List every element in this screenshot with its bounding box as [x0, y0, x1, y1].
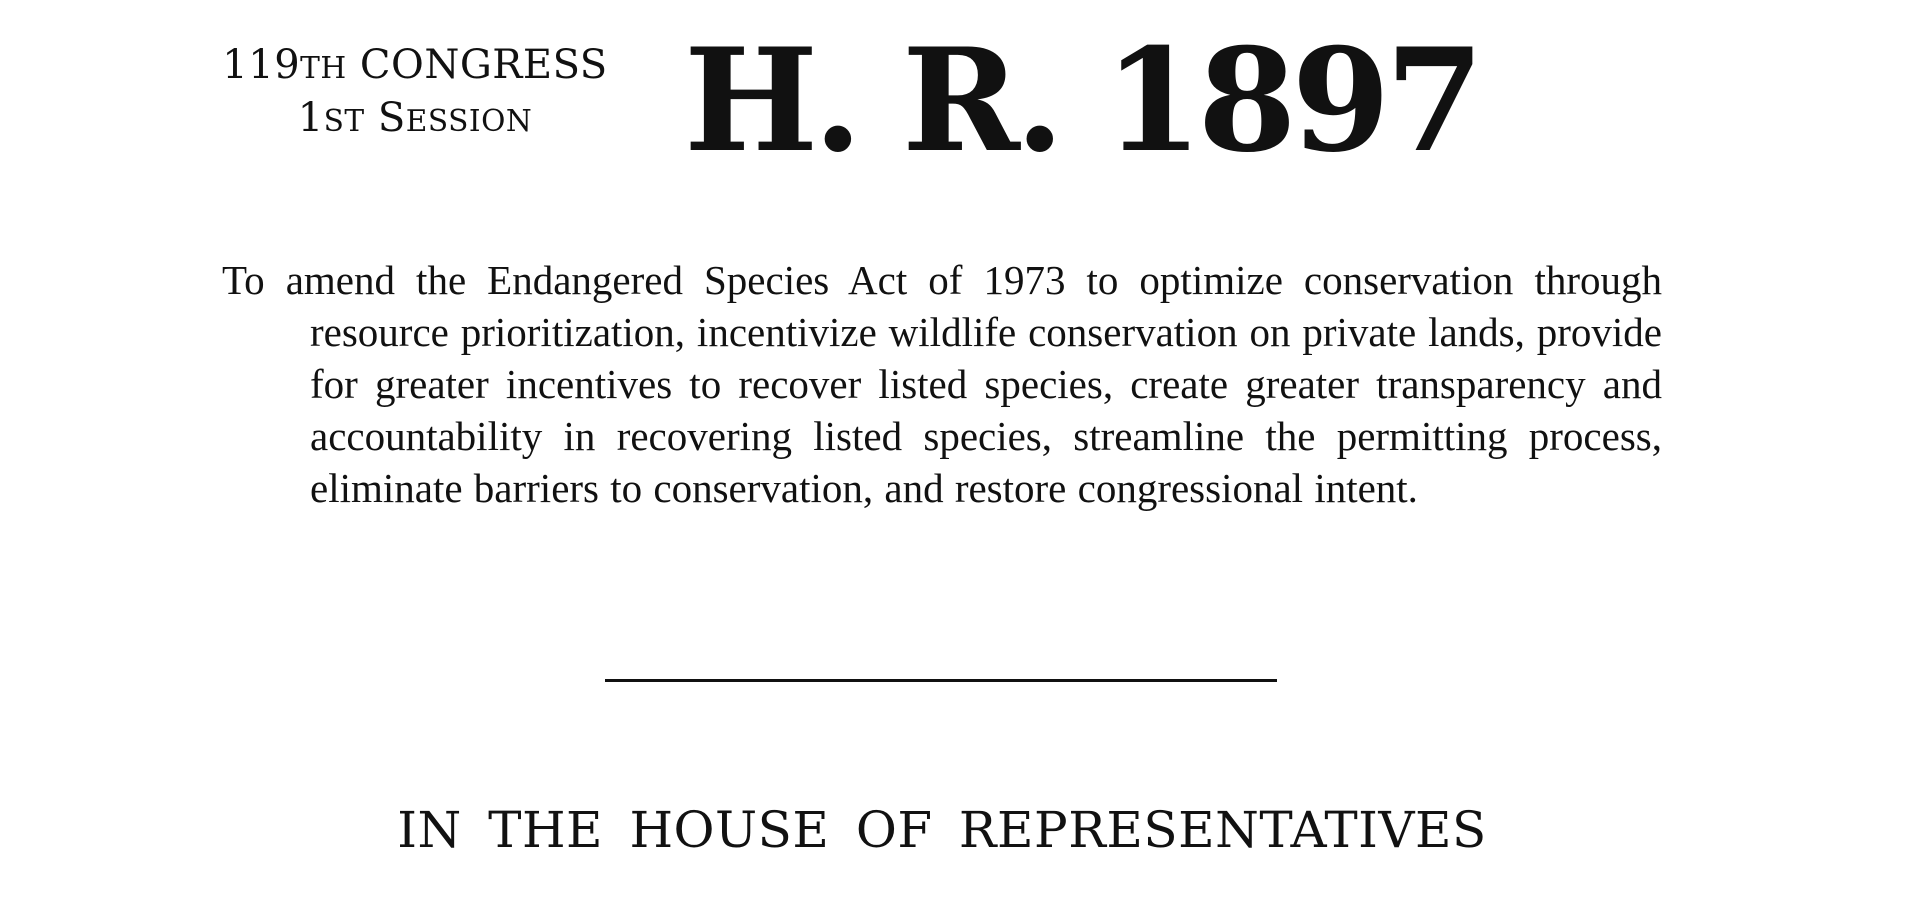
congress-session-block	[205, 40, 625, 146]
chamber-heading: IN THE HOUSE OF REPRESENTATIVES	[397, 801, 1487, 859]
session-rest: ESSION	[405, 104, 533, 138]
congress-line	[205, 40, 625, 93]
bill-number: H. R. 1897	[684, 18, 1480, 184]
session-number: 1	[297, 95, 324, 141]
congress-number: 119	[222, 42, 301, 88]
session-suffix: ST	[323, 104, 365, 138]
congress-word: CONGRESS	[359, 42, 608, 88]
bill-purpose: To amend the Endangered Species Act of 1973 to optimize conservation through resource prioritization, incentivize wildlife conservation on private lands, provide for greater incentives to recover listed species, create greater transparency and accountability in recovering listed species, streamline the permitting process, eliminate barriers to conservation, and restore congressional intent.	[222, 257, 1662, 511]
session-line	[205, 93, 625, 146]
session-initial: S	[377, 95, 406, 141]
congress-suffix: TH	[300, 51, 347, 85]
horizontal-rule	[605, 679, 1277, 682]
